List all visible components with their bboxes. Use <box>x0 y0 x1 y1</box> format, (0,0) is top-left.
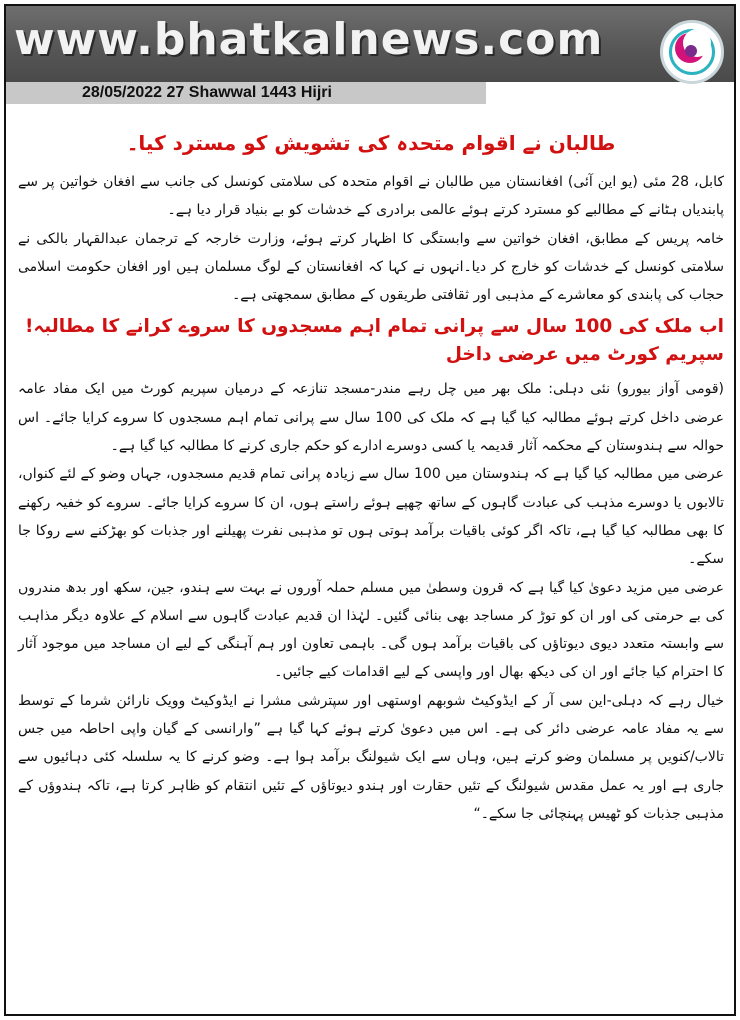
paragraph: عرضی میں مزید دعویٰ کیا گیا ہے کہ قرون وسطیٰ میں مسلم حملہ آوروں نے بہت سے ہندو، جین، سکھ اور بدھ مندروں کی بے حرمتی کی اور ان کو توڑ کر مساجد بھی بنائی گئیں۔ لہٰذا ان قدیم عبادت گاہوں سے اسلام کے علاوہ دیگر مذاہب سے وابستہ متعدد دیوی دیوتاؤں کی باقیات برآمد ہوں گی۔ باہمی تعاون اور ہم آہنگی کے لیے ان مساجد میں موجود آثار کا احترام کیا جائے اور ان کی دیکھ بھال اور واپسی کے لیے اقدامات کیے جائیں۔ <box>18 579 724 681</box>
date-line: 28/05/2022 27 Shawwal 1443 Hijri <box>82 84 332 101</box>
headline-mosque-survey: اب ملک کی 100 سال سے پرانی تمام اہم مسجدوں کا سروے کرانے کا مطالبہ! سپریم کورٹ میں عرضی داخل <box>24 316 724 366</box>
article-body <box>18 126 724 828</box>
paragraph: خیال رہے کہ دہلی-این سی آر کے ایڈوکیٹ شوبھم اوستھی اور سپترشی مشرا نے ایڈوکیٹ وویک نارائن شرما کے توسط سے یہ مفاد عامہ عرضی دائر کی ہے۔ اس میں دعویٰ کرتے ہوئے کہا گیا ہے ”وارانسی کے گیان واپی احاطہ میں جس تالاب/کنویں پر مسلمان وضو کرتے ہیں، وہاں سے ایک شیولنگ برآمد ہوا ہے۔ وضو کرنے کا یہ سلسلہ کئی دہائیوں سے جاری ہے اور یہ عمل مقدس شیولنگ کے تئیں حقارت اور ہندو دیوتاؤں کے تئیں انتقام کو ظاہر کرتا ہے، تاکہ ہندوؤں کے مذہبی جذبات کو ٹھیس پہنچائی جا سکے۔“ <box>18 692 725 822</box>
paragraph: خامہ پریس کے مطابق، افغان خواتین سے وابستگی کا اظہار کرتے ہوئے، وزارت خارجہ کے ترجمان عبدالقہار بالکی نے سلامتی کونسل کے خدشات کو خارج کر دیا۔انہوں نے کہا کہ افغانستان کے لوگ مسلمان ہیں اور افغان حکومت اسلامی حجاب کی پابندی کو معاشرے کے مذہبی اور ثقافتی طریقوں کے مطابق سمجھتی ہے۔ <box>18 230 724 304</box>
paragraph: (قومی آواز بیورو) نئی دہلی: ملک بھر میں چل رہے مندر-مسجد تنازعہ کے درمیان سپریم کورٹ میں ایک مفاد عامہ عرضی داخل کرتے ہوئے مطالبہ کیا گیا ہے کہ ملک کی 100 سال سے پرانی تمام اہم مسجدوں کا سروے کرایا جائے۔ اس حوالہ سے ہندوستان کے محکمہ آثار قدیمہ یا کسی دوسرے ادارے کو حکم جاری کرنے کا مطالبہ کیا گیا ہے۔ <box>18 381 724 455</box>
paragraph: عرضی میں مطالبہ کیا گیا ہے کہ ہندوستان میں 100 سال سے زیادہ پرانی تمام قدیم مسجدوں، جہاں وضو کے لئے کنواں، تالابوں یا دوسرے مذہب کی عبادت گاہوں کے ساتھ چھپے ہوئے راستے ہوں، ان کا سروے کرایا جائے۔ سروے کو خفیہ رکھنے کا بھی مطالبہ کیا گیا ہے، تاکہ اگر کوئی باقیات برآمد ہوتی ہوں تو مذہبی نفرت پھیلنے اور جذبات کو بھڑکنے سے روکا جا سکے۔ <box>18 466 724 568</box>
masthead-banner <box>6 6 734 82</box>
paragraph: کابل، 28 مئی (یو این آئی) افغانستان میں طالبان نے اقوام متحدہ کی سلامتی کونسل کی جانب سے افغان خواتین پر سے پابندیاں ہٹانے کے مطالبے کو مسترد کرتے ہوئے عالمی برادری کے خدشات کو بے بنیاد قرار دیا ہے۔ <box>18 174 724 219</box>
logo-dot <box>685 45 697 57</box>
headline-taliban: طالبان نے اقوام متحدہ کی تشویش کو مسترد کیا۔ <box>126 131 616 155</box>
date-band <box>6 82 486 104</box>
clipping-frame <box>4 4 736 1016</box>
site-name[interactable]: www.bhatkalnews.com <box>14 14 604 65</box>
crescent-moon-logo-icon <box>660 20 724 84</box>
